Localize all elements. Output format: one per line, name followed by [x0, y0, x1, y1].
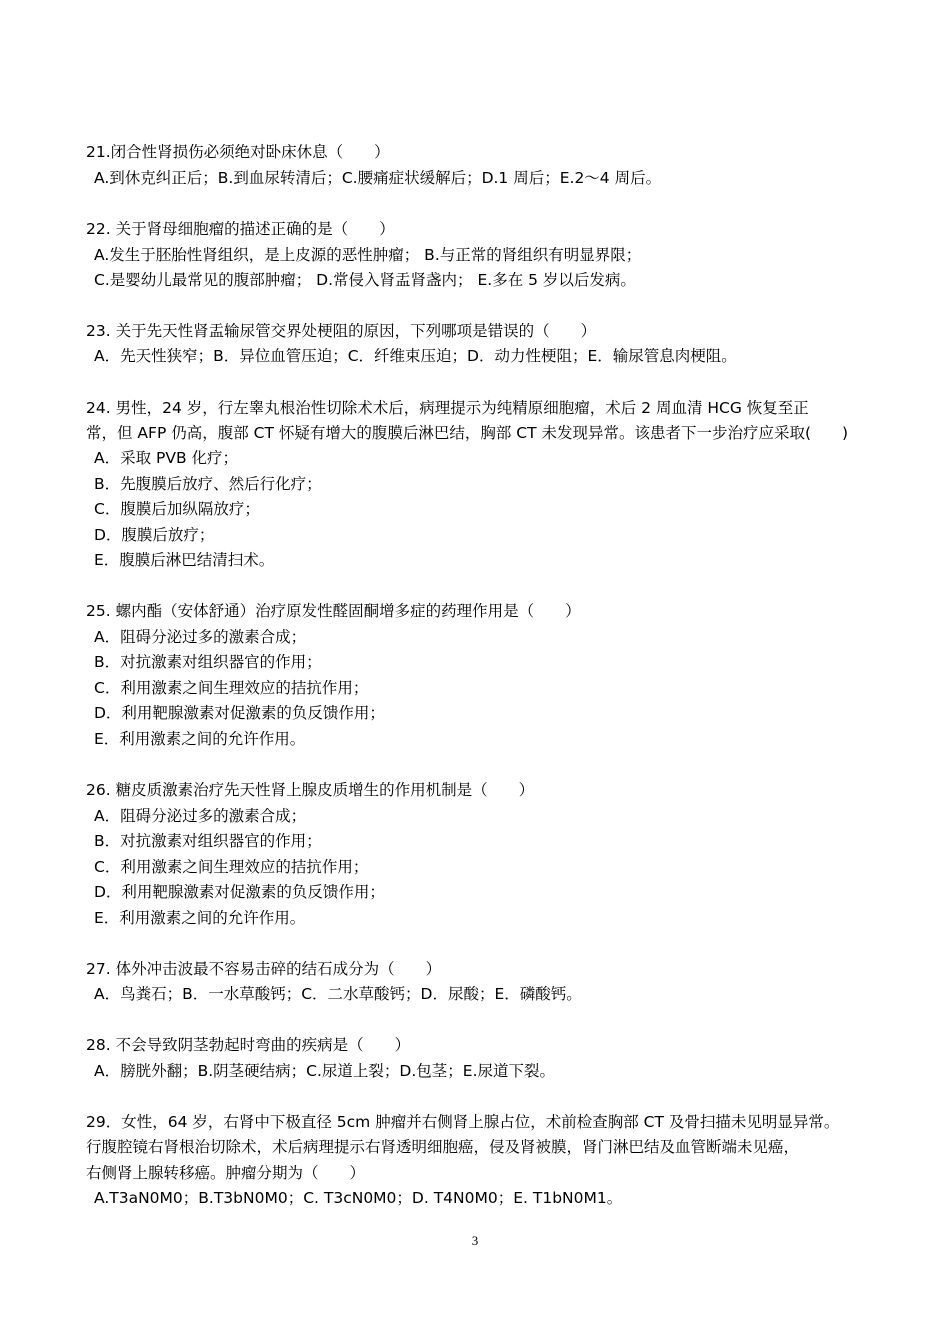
question-option: E．利用激素之间的允许作用。 [94, 730, 306, 748]
question-option: D．利用靶腺激素对促激素的负反馈作用； [94, 883, 385, 901]
question-option: B．对抗激素对组织器官的作用； [94, 832, 322, 850]
question-stem: 27. 体外冲击波最不容易击碎的结石成分为（ ） [86, 960, 442, 978]
question-stem: 常，但 AFP 仍高，腹部 CT 怀疑有增大的腹膜后淋巴结，胸部 CT 未发现异常。该患者下一步治疗应采取( ) [86, 424, 849, 442]
question-stem: 22. 关于肾母细胞瘤的描述正确的是（ ） [86, 220, 395, 238]
question-option: A．阻碍分泌过多的激素合成； [94, 628, 307, 646]
question-option: D．利用靶腺激素对促激素的负反馈作用； [94, 704, 385, 722]
question-stem: 28. 不会导致阴茎勃起时弯曲的疾病是（ ） [86, 1036, 411, 1054]
question-options: A.T3aN0M0；B.T3bN0M0；C. T3cN0M0；D. T4N0M0；E. T1bN0M1。 [94, 1189, 623, 1207]
question-option: B．对抗激素对组织器官的作用； [94, 653, 322, 671]
question-options: A．膀胱外翻；B.阴茎硬结病；C.尿道上裂；D.包茎；E.尿道下裂。 [94, 1062, 555, 1080]
question-option: C．利用激素之间生理效应的拮抗作用； [94, 679, 369, 697]
question-stem: 24. 男性，24 岁，行左睾丸根治性切除术术后，病理提示为纯精原细胞瘤，术后 2 周血清 HCG 恢复至正 [86, 399, 809, 417]
question-option: A.发生于胚胎性肾组织，是上皮源的恶性肿瘤； B.与正常的肾组织有明显界限； [94, 246, 642, 264]
question-option: D．腹膜后放疗； [94, 526, 215, 544]
question-options: A．鸟粪石；B．一水草酸钙；C．二水草酸钙；D．尿酸；E．磷酸钙。 [94, 985, 582, 1003]
question-option: E．腹膜后淋巴结清扫术。 [94, 551, 275, 569]
question-options: A．先天性狭窄；B．异位血管压迫；C．纤维束压迫；D．动力性梗阻；E．输尿管息肉梗阻。 [94, 347, 737, 365]
question-stem: 26. 糖皮质激素治疗先天性肾上腺皮质增生的作用机制是（ ） [86, 781, 535, 799]
question-stem: 23. 关于先天性肾盂输尿管交界处梗阻的原因，下列哪项是错误的（ ） [86, 322, 597, 340]
question-option: A．阻碍分泌过多的激素合成； [94, 807, 307, 825]
question-option: C．利用激素之间生理效应的拮抗作用； [94, 858, 369, 876]
question-option: A．采取 PVB 化疗； [94, 449, 239, 467]
question-option: B．先腹膜后放疗、然后行化疗； [94, 475, 322, 493]
question-option: C.是婴幼儿最常见的腹部肿瘤； D.常侵入肾盂肾盏内； E.多在 5 岁以后发病。 [94, 271, 636, 289]
question-stem: 右侧肾上腺转移癌。肿瘤分期为（ ） [86, 1164, 366, 1182]
question-stem: 21.闭合性肾损伤必须绝对卧床休息（ ） [86, 143, 390, 161]
question-stem: 29．女性，64 岁，右肾中下极直径 5cm 肿瘤并右侧肾上腺占位，术前检查胸部 CT 及骨扫描未见明显异常。 [86, 1113, 840, 1131]
question-stem: 25. 螺内酯（安体舒通）治疗原发性醛固酮增多症的药理作用是（ ） [86, 602, 581, 620]
page-number: 3 [471, 1233, 479, 1248]
question-stem: 行腹腔镜右肾根治切除术，术后病理提示右肾透明细胞癌，侵及肾被膜，肾门淋巴结及血管断端未见癌， [86, 1138, 800, 1156]
question-option: E．利用激素之间的允许作用。 [94, 909, 306, 927]
question-options: A.到休克纠正后；B.到血尿转清后；C.腰痛症状缓解后；D.1 周后；E.2～4 周后。 [94, 169, 662, 187]
question-option: C．腹膜后加纵隔放疗； [94, 500, 260, 518]
